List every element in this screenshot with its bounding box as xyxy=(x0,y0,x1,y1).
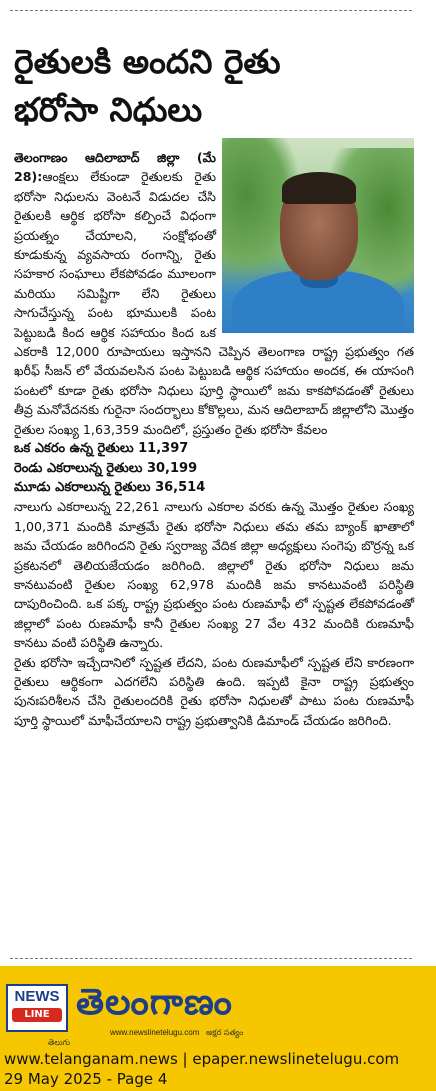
dateline: తెలంగాణం ఆదిలాబాద్ జిల్లా (మే 28): xyxy=(14,150,216,185)
top-divider xyxy=(10,10,412,11)
logo-sub-text: తెలుగు xyxy=(48,1038,71,1047)
stat-two-acres: రెండు ఎకరాలున్న రైతులు 30,199 xyxy=(14,460,198,476)
stat-three-acres: మూడు ఎకరాలున్న రైతులు 36,514 xyxy=(14,479,206,495)
brand-tagline: అక్షర సత్యం xyxy=(206,1028,244,1037)
bottom-divider xyxy=(10,958,412,959)
headline xyxy=(14,38,414,134)
footer-links[interactable]: www.telanganam.news | epaper.newslinetelugu.com xyxy=(4,1050,400,1068)
headline-line-1: రైతులకి అందని రైతు xyxy=(14,42,281,81)
footer-date: 29 May 2025 - Page 4 xyxy=(4,1070,168,1088)
logo-line-text: LINE xyxy=(12,1008,62,1022)
article-paragraph-3: రైతు భరోసా ఇచ్చేదానిలో స్పష్టత లేదని, పంట రుణమాఫీలో స్పష్టత లేని కారణంగా రైతులు ఆర్థికంగా ఎదగలేని పరిస్థితి ఉంది. ఇప్పటి కైనా రాష్ట్ర ప్రభుత్వం పునఃపరిశీలన చేసి రైతులందరికి రైతు భరోసా నిధులతో పాటు పంట రుణమాఫీ పూర్తి స్థాయిలో మాఫీచేయాలని రాష్ట్ర ప్రభుత్వానికి డిమాండ్ చేయడం జరిగింది. xyxy=(14,654,414,728)
footer-banner xyxy=(0,966,436,1091)
article-body xyxy=(14,148,414,730)
logo-news-text: NEWS xyxy=(14,988,60,1005)
article-paragraph-1-text: ఆంక్షలు లేకుండా రైతులకు రైతు భరోసా నిధులను వెంటనే విడుదల చేసి రైతులకి ఆర్థిక భరోసా కల్పించే విధంగా ప్రయత్నం చేయాలని, సంక్షోభంతో కూడుకున్న వ్యవసాయ రంగాన్ని, రైతు సహకార సంఘాలు లేకపోవడం మూలంగా మరియు సమిష్టిగా లేని రైతులు సాగుచేస్తున్న పంట భూములకి పంట పెట్టుబడి కింద ఆర్థిక సహాయం కింద ఒక ఎకరాకి 12,000 రూపాయలు ఇస్తానని చెప్పిన తెలంగాణ రాష్ట్ర ప్రభుత్వం గత ఖరీఫ్ సీజన్ లో వేయవలసిన పంట పెట్టుబడి ఆర్థిక సహాయం అందక, ఈ యాసంగి పంటలో కూడా రైతు భరోసా నిధులు పూర్తి స్థాయిలో జమ కాకపోవడంతో రైతులు తీవ్ర మనోవేదనకు గురైనా సందర్భాలు కోకొల్లలు, మన ఆదిలాబాద్ జిల్లాలోని మొత్తం రైతుల సంఖ్య 1,63,359 మందిలో, ప్రస్తుతం రైతు భరోసా కేవలం xyxy=(14,169,414,437)
newsline-logo xyxy=(6,984,68,1032)
headline-line-2: భరోసా నిధులు xyxy=(14,90,203,129)
portrait-photo xyxy=(222,138,414,333)
brand-name: తెలంగాణం xyxy=(76,982,233,1023)
stat-one-acre: ఒక ఎకరం ఉన్న రైతులు 11,397 xyxy=(14,441,189,457)
site-url[interactable]: www.newslinetelugu.com xyxy=(110,1028,200,1037)
article-paragraph-2: నాలుగు ఎకరాలున్న 22,261 నాలుగు ఎకరాల వరకు ఉన్న మొత్తం రైతుల సంఖ్య 1,00,371 మందికి మాత్రమే రైతు భరోసా నిధులు తమ తమ బ్యాంక్ ఖాతాలో జమ చేయడం జరిగిందని రైతు స్వరాజ్య వేదిక జిల్లా అధ్యక్షులు సంగెపు బొర్రన్న ఒక ప్రకటనలో తెలియజేయడం జరిగింది. జిల్లాలో రైతు భరోసా నిధులు జమ కానటువంటి రైతుల సంఖ్య 62,978 మందికి జమ కానటువంటి పరిస్థితి దాపురించింది. ఒక పక్క రాష్ట్ర ప్రభుత్వం పంట రుణమాఫీ లో స్పష్టత లేకపోవడంతో జిల్లాలో పంట రుణమాఫీ కానీ రైతుల సంఖ్య 27 వేల 432 మందికి రుణమాఫీ కానటు వంటి పరిస్థితి ఉన్నారు. xyxy=(14,499,414,651)
